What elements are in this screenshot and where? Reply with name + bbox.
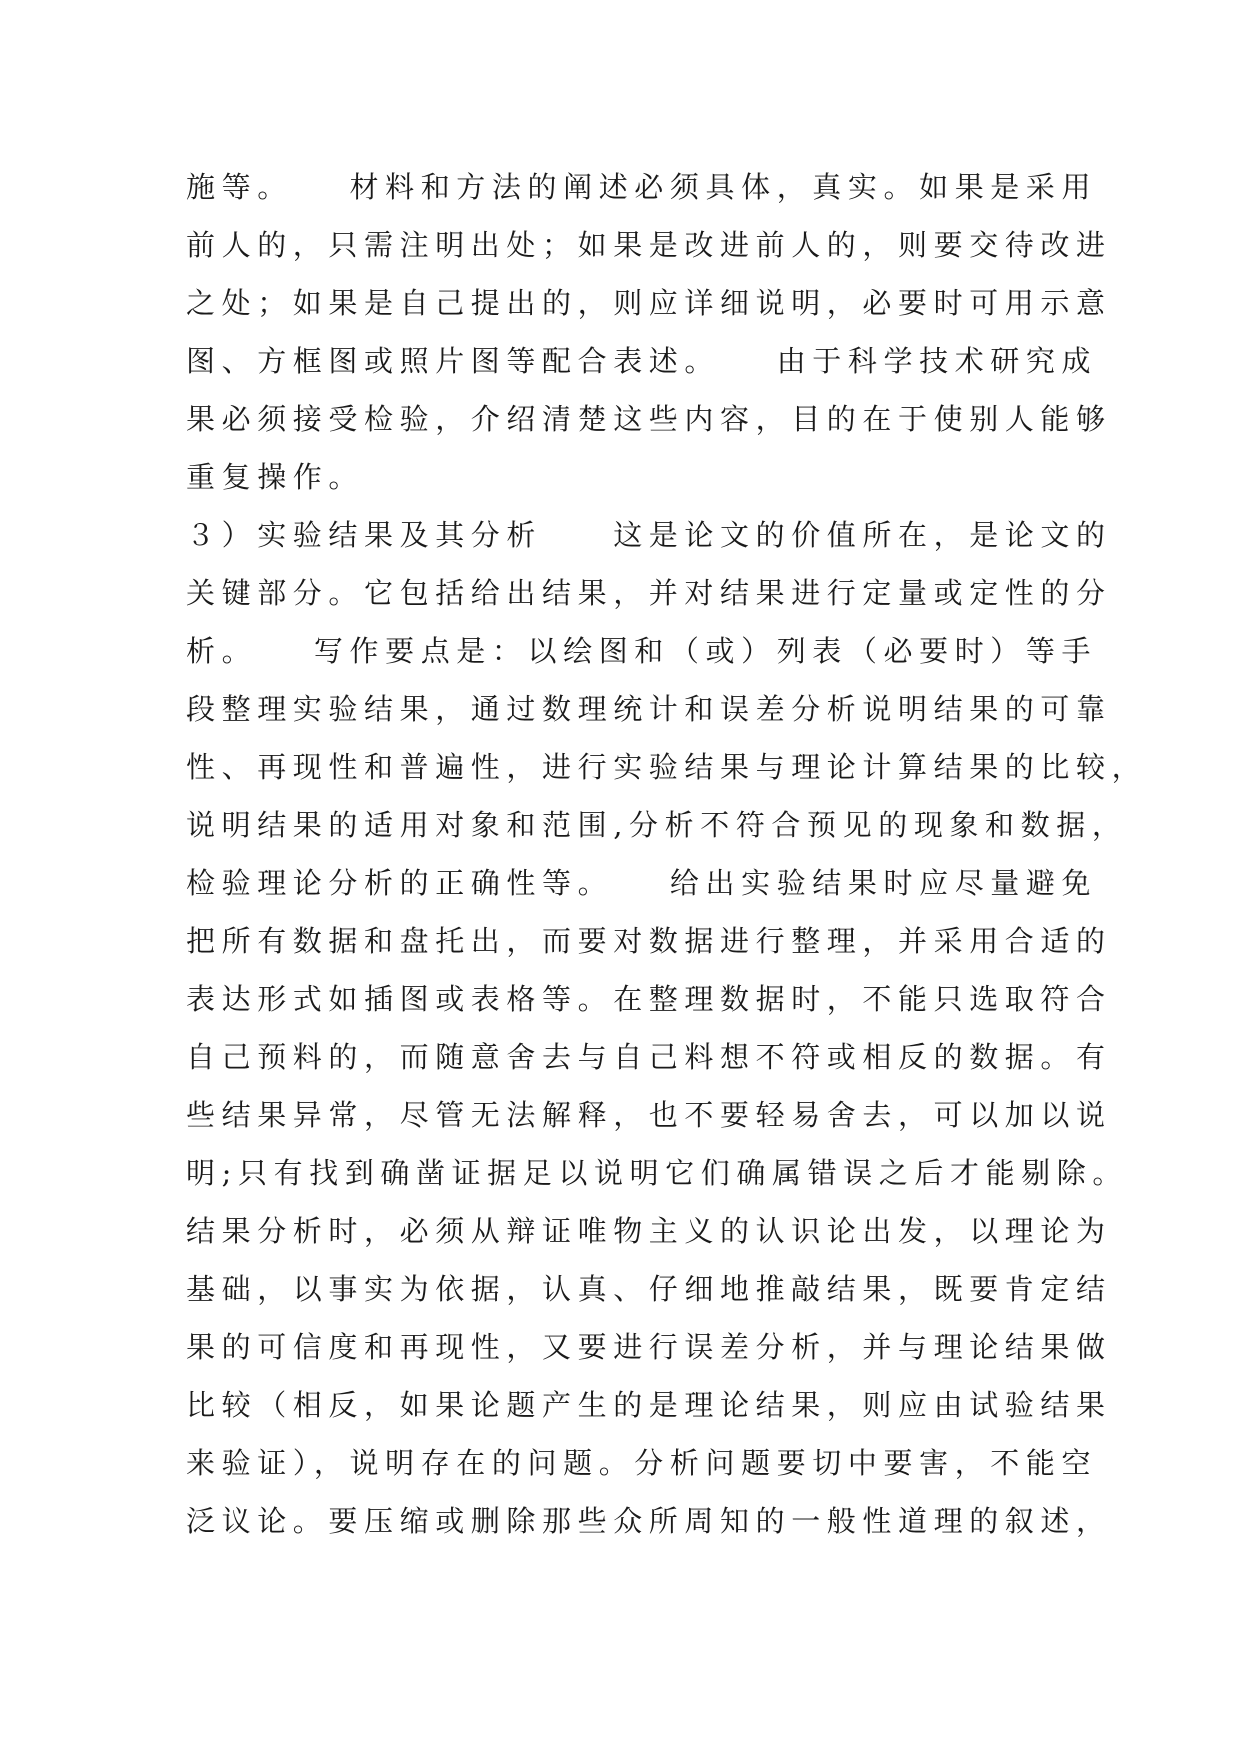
text-line: 果的可信度和再现性，又要进行误差分析，并与理论结果做 bbox=[186, 1330, 1112, 1364]
text-line: 些结果异常，尽管无法解释，也不要轻易舍去，可以加以说 bbox=[186, 1098, 1112, 1132]
text-line: 图、方框图或照片图等配合表述。 由于科学技术研究成 bbox=[186, 344, 1098, 378]
text-line: 关键部分。它包括给出结果，并对结果进行定量或定性的分 bbox=[186, 576, 1112, 610]
text-line: 析。 写作要点是：以绘图和（或）列表（必要时）等手 bbox=[186, 634, 1098, 668]
text-line: 果必须接受检验，介绍清楚这些内容，目的在于使别人能够 bbox=[186, 402, 1112, 436]
text-line: 泛议论。要压缩或删除那些众所周知的一般性道理的叙述， bbox=[186, 1504, 1112, 1538]
text-line: 性、再现性和普遍性，进行实验结果与理论计算结果的比较， bbox=[186, 750, 1148, 784]
body-text bbox=[186, 158, 1148, 1550]
section-heading-line: ３）实验结果及其分析 这是论文的价值所在，是论文的 bbox=[186, 518, 1112, 552]
text-line: 前人的，只需注明出处；如果是改进前人的，则要交待改进 bbox=[186, 228, 1112, 262]
text-line: 重复操作。 bbox=[186, 460, 365, 494]
text-line: 说明结果的适用对象和范围,分析不符合预见的现象和数据， bbox=[186, 808, 1128, 842]
text-line: 段整理实验结果，通过数理统计和误差分析说明结果的可靠 bbox=[186, 692, 1112, 726]
text-line: 检验理论分析的正确性等。 给出实验结果时应尽量避免 bbox=[186, 866, 1098, 900]
text-line: 来验证），说明存在的问题。分析问题要切中要害，不能空 bbox=[186, 1446, 1098, 1480]
text-line: 明;只有找到确凿证据足以说明它们确属错误之后才能剔除。 bbox=[186, 1156, 1128, 1190]
text-line: 比较（相反，如果论题产生的是理论结果，则应由试验结果 bbox=[186, 1388, 1112, 1422]
text-line: 结果分析时，必须从辩证唯物主义的认识论出发，以理论为 bbox=[186, 1214, 1112, 1248]
text-line: 之处；如果是自己提出的，则应详细说明，必要时可用示意 bbox=[186, 286, 1112, 320]
text-line: 施等。 材料和方法的阐述必须具体，真实。如果是采用 bbox=[186, 170, 1098, 204]
text-line: 表达形式如插图或表格等。在整理数据时，不能只选取符合 bbox=[186, 982, 1112, 1016]
text-line: 自己预料的，而随意舍去与自己料想不符或相反的数据。有 bbox=[186, 1040, 1112, 1074]
text-line: 把所有数据和盘托出，而要对数据进行整理，并采用合适的 bbox=[186, 924, 1112, 958]
text-line: 基础，以事实为依据，认真、仔细地推敲结果，既要肯定结 bbox=[186, 1272, 1112, 1306]
